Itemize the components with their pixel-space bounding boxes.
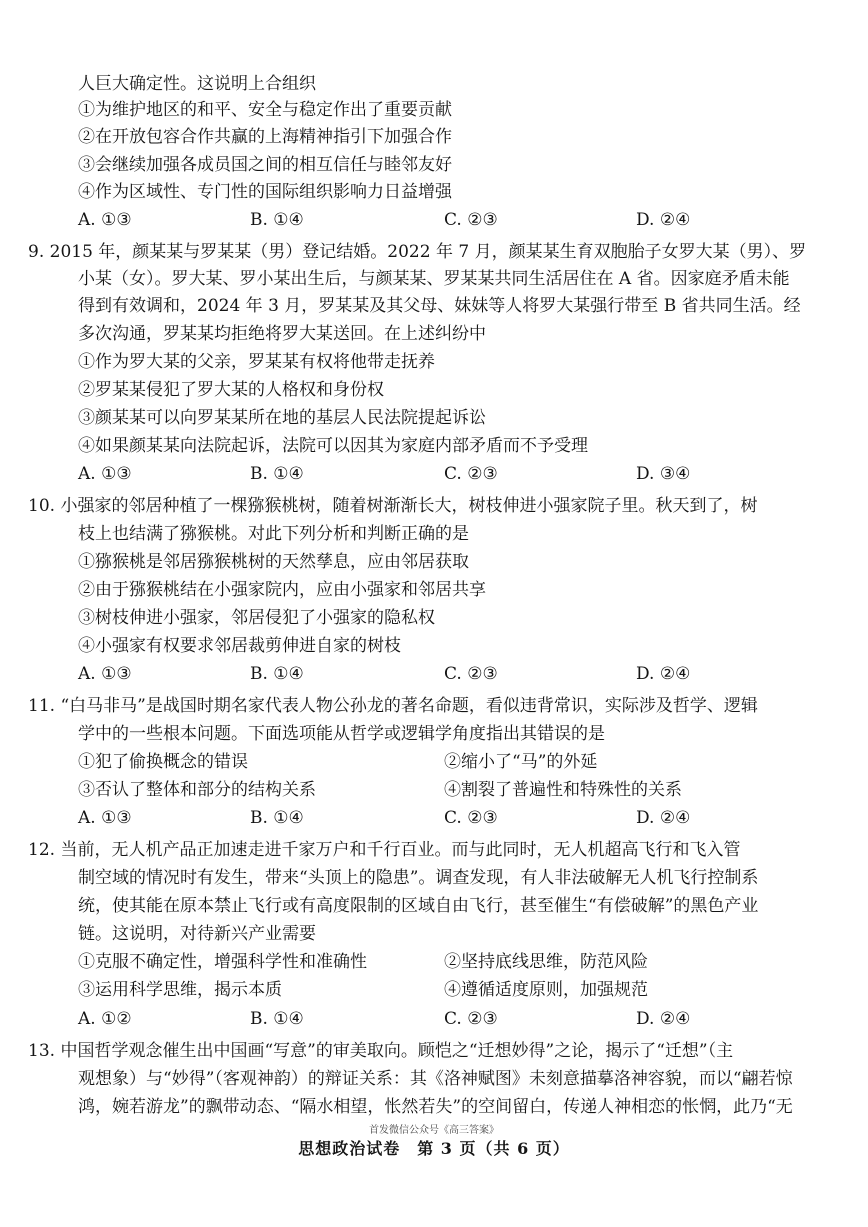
q8-option-c: C. ②③	[444, 210, 498, 230]
q11-stem-line-2: 学中的一些根本问题。下面选项能从哲学或逻辑学角度指出其错误的是	[78, 724, 605, 744]
q8-option-d: D. ②④	[636, 210, 691, 230]
q9-stem-line-2: 小某（女）。罗大某、罗小某出生后，与颜某某、罗某某共同生活居住在 A 省。因家庭矛盾未能	[78, 269, 790, 289]
q11-option-b: B. ①④	[250, 808, 304, 828]
q12-item-3: ③运用科学思维，揭示本质	[78, 980, 282, 1000]
q11-option-d: D. ②④	[636, 808, 691, 828]
q8-stem-continuation: 人巨大确定性。这说明上合组织	[78, 74, 316, 94]
q9-option-b: B. ①④	[250, 464, 304, 484]
q8-option-b: B. ①④	[250, 210, 304, 230]
q10-option-b: B. ①④	[250, 664, 304, 684]
q12-stem-line-2: 制空域的情况时有发生，带来“头顶上的隐患”。调查发现，有人非法破解无人机飞行控制系	[78, 868, 759, 888]
q9-item-2: ②罗某某侵犯了罗大某的人格权和身份权	[78, 380, 384, 400]
footer-watermark: 首发微信公众号《高三答案》	[369, 1125, 499, 1136]
q8-item-4: ④作为区域性、专门性的国际组织影响力日益增强	[78, 182, 452, 202]
q9-item-4: ④如果颜某某向法院起诉，法院可以因其为家庭内部矛盾而不予受理	[78, 436, 588, 456]
q11-stem-line-1: 11. “白马非马”是战国时期名家代表人物公孙龙的著名命题，看似违背常识，实际涉及哲学、逻辑	[28, 696, 758, 716]
q9-item-3: ③颜某某可以向罗某某所在地的基层人民法院提起诉讼	[78, 408, 486, 428]
q11-item-4: ④割裂了普遍性和特殊性的关系	[444, 780, 682, 800]
q12-item-1: ①克服不确定性，增强科学性和准确性	[78, 952, 367, 972]
q12-option-b: B. ①④	[250, 1009, 304, 1029]
q10-stem-line-1: 10. 小强家的邻居种植了一棵猕猴桃树，随着树渐渐长大，树枝伸进小强家院子里。秋天到了，树	[28, 496, 758, 516]
q10-item-2: ②由于猕猴桃结在小强家院内，应由小强家和邻居共享	[78, 580, 486, 600]
q12-option-c: C. ②③	[444, 1009, 498, 1029]
q9-option-d: D. ③④	[636, 464, 691, 484]
q12-stem-line-4: 链。这说明，对待新兴产业需要	[78, 924, 316, 944]
q12-stem-line-1: 12. 当前，无人机产品正加速走进千家万户和千行百业。而与此同时，无人机超高飞行和飞入管	[28, 840, 741, 860]
q11-item-3: ③否认了整体和部分的结构关系	[78, 780, 316, 800]
q10-item-4: ④小强家有权要求邻居裁剪伸进自家的树枝	[78, 636, 401, 656]
q13-stem-line-2: 观想象）与“妙得”（客观神韵）的辩证关系：其《洛神赋图》未刻意描摹洛神容貌，而以“翩若惊	[78, 1069, 793, 1089]
q11-item-1: ①犯了偷换概念的错误	[78, 752, 248, 772]
q10-stem-line-2: 枝上也结满了猕猴桃。对此下列分析和判断正确的是	[78, 524, 469, 544]
q10-item-1: ①猕猴桃是邻居猕猴桃树的天然孳息，应由邻居获取	[78, 552, 469, 572]
footer-page-label: 思想政治试卷 第 3 页（共 6 页）	[298, 1139, 570, 1158]
q10-option-d: D. ②④	[636, 664, 691, 684]
q10-option-c: C. ②③	[444, 664, 498, 684]
q9-option-c: C. ②③	[444, 464, 498, 484]
q8-option-a: A. ①③	[78, 210, 132, 230]
q12-option-d: D. ②④	[636, 1009, 691, 1029]
q9-stem-line-1: 9. 2015 年，颜某某与罗某某（男）登记结婚。2022 年 7 月，颜某某生育双胞胎子女罗大某（男）、罗	[28, 242, 807, 262]
q10-item-3: ③树枝伸进小强家，邻居侵犯了小强家的隐私权	[78, 608, 435, 628]
q9-item-1: ①作为罗大某的父亲，罗某某有权将他带走抚养	[78, 352, 435, 372]
q12-item-2: ②坚持底线思维，防范风险	[444, 952, 648, 972]
q13-stem-line-3: 鸿，婉若游龙”的飘带动态、“隔水相望，怅然若失”的空间留白，传递人神相恋的怅惘，此乃“无	[78, 1097, 793, 1117]
q8-item-1: ①为维护地区的和平、安全与稳定作出了重要贡献	[78, 100, 452, 120]
q8-item-2: ②在开放包容合作共赢的上海精神指引下加强合作	[78, 127, 452, 147]
q12-stem-line-3: 统，使其能在原本禁止飞行或有高度限制的区域自由飞行，甚至催生“有偿破解”的黑色产业	[78, 896, 759, 916]
q10-option-a: A. ①③	[78, 664, 132, 684]
q9-option-a: A. ①③	[78, 464, 132, 484]
q11-option-a: A. ①③	[78, 808, 132, 828]
q12-option-a: A. ①②	[78, 1009, 132, 1029]
q13-stem-line-1: 13. 中国哲学观念催生出中国画“写意”的审美取向。顾恺之“迁想妙得”之论，揭示了“迁想”（主	[28, 1041, 734, 1061]
q11-item-2: ②缩小了“马”的外延	[444, 752, 598, 772]
q11-option-c: C. ②③	[444, 808, 498, 828]
q9-stem-line-3: 得到有效调和，2024 年 3 月，罗某某及其父母、妹妹等人将罗大某强行带至 B 省共同生活。经	[78, 296, 801, 316]
q8-item-3: ③会继续加强各成员国之间的相互信任与睦邻友好	[78, 155, 452, 175]
q9-stem-line-4: 多次沟通，罗某某均拒绝将罗大某送回。在上述纠纷中	[78, 324, 486, 344]
q12-item-4: ④遵循适度原则，加强规范	[444, 980, 648, 1000]
